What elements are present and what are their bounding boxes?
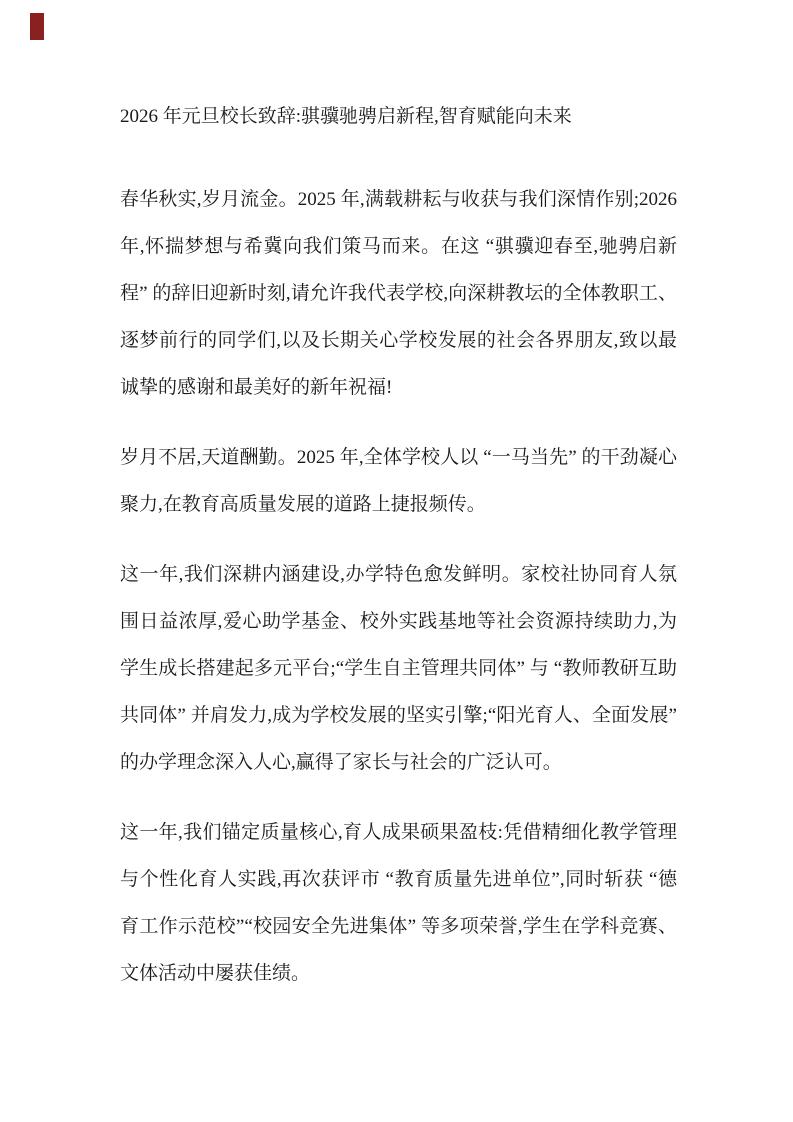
paragraph-quality-achievements: 这一年,我们锚定质量核心,育人成果硕果盈枝:凭借精细化教学管理与个性化育人实践,再次获评市 “教育质量先进单位”,同时斩获 “德育工作示范校”“校园安全先进集体” 等多项荣誉,学生在学科竞赛、文体活动中屡获佳绩。	[120, 822, 677, 984]
paragraph-school-development: 这一年,我们深耕内涵建设,办学特色愈发鲜明。家校社协同育人氛围日益浓厚,爱心助学基金、校外实践基地等社会资源持续助力,为学生成长搭建起多元平台;“学生自主管理共同体” 与 “教师教研互助共同体” 并肩发力,成为学校发展的坚实引擎;“阳光育人、全面发展” 的办学理念深入人心,赢得了家长与社会的广泛认可。	[120, 564, 677, 773]
paragraph-year-review: 岁月不居,天道酬勤。2025 年,全体学校人以 “一马当先” 的干劲凝心聚力,在教育高质量发展的道路上捷报频传。	[120, 447, 677, 515]
red-corner-mark	[30, 13, 44, 40]
document-title: 2026 年元旦校长致辞:骐骥驰骋启新程,智育赋能向未来	[120, 106, 572, 127]
paragraph-greeting: 春华秋实,岁月流金。2025 年,满载耕耘与收获与我们深情作别;2026 年,怀揣梦想与希冀向我们策马而来。在这 “骐骥迎春至,驰骋启新程” 的辞旧迎新时刻,请允许我代表学校,向深耕教坛的全体教职工、逐梦前行的同学们,以及长期关心学校发展的社会各界朋友,致以最诚挚的感谢和最美好的新年祝福!	[120, 189, 677, 398]
